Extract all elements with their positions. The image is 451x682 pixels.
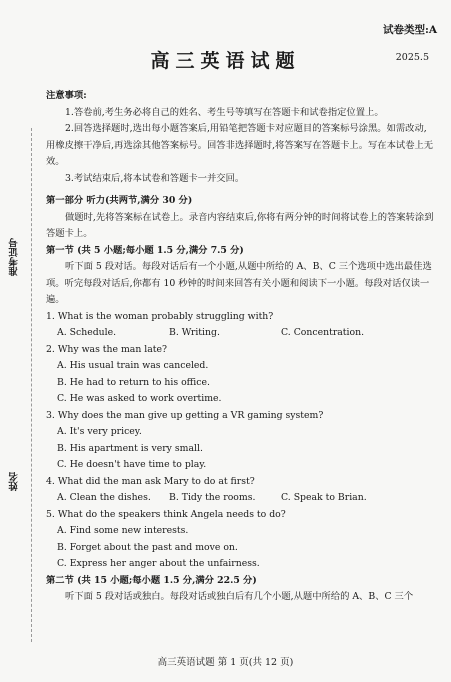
exam-date: 2025.5 — [395, 52, 429, 63]
part1-intro: 做题时,先将答案标在试卷上。录音内容结束后,你将有两分钟的时间将试卷上的答案转涂到答题卡上。 — [46, 211, 434, 239]
option-a: A. It's very pricey. — [57, 426, 142, 437]
option-b: B. Tidy the rooms. — [169, 492, 256, 503]
option-c: C. Speak to Brian. — [281, 492, 367, 503]
paper-type: 试卷类型:A — [382, 24, 437, 36]
section1-heading: 第一节 (共 5 小题;每小题 1.5 分,满分 7.5 分) — [46, 244, 244, 256]
option-a: A. Find some new interests. — [57, 525, 189, 536]
question-1-options — [46, 325, 435, 342]
option-b: B. Forget about the past and move on. — [57, 541, 238, 553]
section2-intro: 听下面 5 段对话或独白。每段对话或独白后有几个小题,从题中所给的 A、B、C 三个 — [65, 591, 414, 602]
part1-heading: 第一部分 听力(共两节,满分 30 分) — [46, 195, 193, 206]
option-c: C. Concentration. — [281, 327, 365, 338]
option-a: A. His usual train was canceled. — [57, 360, 209, 371]
question-4: 4. What did the man ask Mary to do at first? — [46, 475, 255, 487]
option-b: B. His apartment is very small. — [57, 442, 203, 454]
question-3: 3. Why does the man give up getting a VR gaming system? — [46, 409, 324, 421]
question-2: 2. Why was the man late? — [46, 343, 168, 355]
option-b: B. He had to return to his office. — [57, 376, 210, 388]
option-c: C. He was asked to work overtime. — [57, 393, 222, 404]
question-4-options — [46, 490, 435, 507]
candidate-id-label: 准考证号 — [9, 238, 20, 276]
exam-content — [46, 88, 435, 606]
option-c: C. Express her anger about the unfairness. — [57, 558, 260, 569]
note-item: 1.答卷前,考生务必将自己的姓名、考生号等填写在答题卡和试卷指定位置上。 — [65, 106, 384, 118]
option-b: B. Writing. — [169, 327, 220, 338]
option-a: A. Clean the dishes. — [57, 492, 151, 503]
page-title: 高三英语试题 — [150, 50, 301, 72]
note-item: 3.考试结束后,将本试卷和答题卡一并交回。 — [65, 172, 245, 184]
section2-heading: 第二节 (共 15 小题;每小题 1.5 分,满分 22.5 分) — [46, 574, 257, 586]
name-label: 姓名 — [9, 472, 20, 491]
question-5: 5. What do the speakers think Angela needs to do? — [46, 508, 286, 520]
question-1: 1. What is the woman probably struggling with? — [46, 310, 274, 322]
option-a: A. Schedule. — [57, 327, 117, 338]
note-item: 2.回答选择题时,选出每小题答案后,用铅笔把答题卡对应题目的答案标号涂黑。如需改动,用橡皮擦干净后,再选涂其他答案标号。回答非选择题时,将答案写在答题卡上。写在本试卷上无效。 — [46, 123, 434, 167]
binding-line — [31, 128, 32, 642]
option-c: C. He doesn't have time to play. — [57, 459, 207, 470]
page-footer: 高三英语试题 第 1 页(共 12 页) — [157, 657, 294, 668]
notes-heading: 注意事项: — [46, 90, 87, 101]
section1-intro: 听下面 5 段对话。每段对话后有一个小题,从题中所给的 A、B、C 三个选项中选出最佳选项。听完每段对话后,你都有 10 秒钟的时间来回答有关小题和阅读下一小题。每段对话仅读一遍。 — [46, 261, 432, 305]
